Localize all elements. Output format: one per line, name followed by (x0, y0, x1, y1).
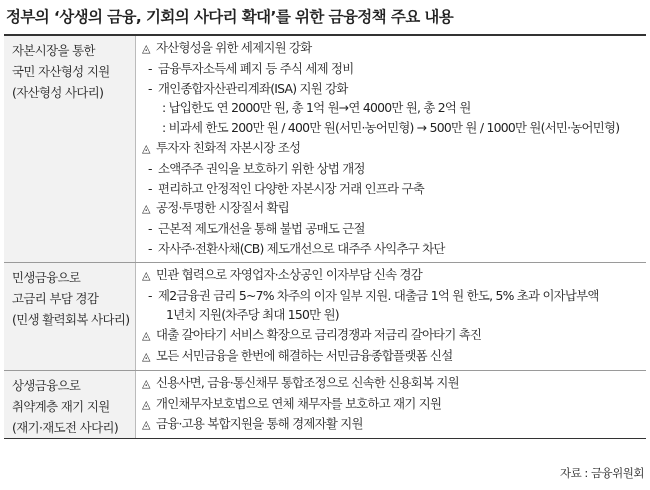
item-text: 자사주·전환사채(CB) 제도개선으로 대주주 사익추구 차단 (158, 240, 445, 256)
item-text: 금융투자소득세 폐지 등 주식 세제 정비 (158, 60, 354, 76)
triangle-marker-icon: ◬ (142, 202, 150, 216)
items-cell (136, 263, 646, 370)
policy-heading (142, 265, 646, 286)
dash-marker: - (148, 287, 152, 303)
item-text: 1년치 지원(차주당 최대 150만 원) (166, 307, 339, 323)
item-text: 편리하고 안정적인 다양한 자본시장 거래 인프라 구축 (158, 180, 424, 196)
policy-detail (142, 98, 646, 118)
policy-heading (142, 394, 646, 415)
dash-marker: - (148, 221, 152, 237)
items-cell (136, 36, 646, 262)
policy-heading (142, 346, 646, 367)
dash-marker: - (148, 60, 152, 76)
policy-heading (142, 373, 646, 394)
category-label: 고금리 부담 경감 (12, 290, 99, 306)
policy-detail (142, 239, 646, 259)
item-text: 신용사면, 금융·통신채무 통합조정으로 신속한 신용회복 지원 (156, 374, 459, 390)
policy-heading (142, 138, 646, 159)
policy-section (4, 371, 646, 438)
policy-heading (142, 198, 646, 219)
policy-table (4, 34, 646, 439)
policy-detail (142, 179, 646, 199)
category-cell (4, 263, 136, 370)
policy-heading (142, 325, 646, 346)
item-text: 자산형성을 위한 세제지원 강화 (156, 40, 312, 55)
item-text: 제2금융권 금리 5~7% 차주의 이자 일부 지원. 대출금 1억 원 한도, 5% 초과 이자납부액 (158, 287, 599, 303)
category-cell (4, 36, 136, 262)
dash-marker: - (148, 240, 152, 256)
triangle-marker-icon: ◬ (142, 418, 150, 432)
source-note: 자료 : 금융위원회 (560, 466, 644, 480)
category-label: 민생금융으로 (12, 269, 81, 285)
category-label: (민생 활력회복 사다리) (12, 311, 130, 327)
item-text: 개인종합자산관리계좌(ISA) 지원 강화 (158, 80, 348, 96)
item-text: 금융·고용 복합지원을 통해 경제자활 지원 (156, 416, 363, 432)
policy-detail (142, 79, 646, 99)
category-label: 국민 자산형성 지원 (12, 64, 110, 79)
items-cell (136, 371, 646, 438)
item-text: 소액주주 권익을 보호하기 위한 상법 개정 (158, 160, 365, 176)
item-text: 대출 갈아타기 서비스 확장으로 금리경쟁과 저금리 갈아타기 촉진 (156, 327, 482, 343)
category-label: 취약계층 재기 지원 (12, 398, 110, 414)
category-cell (4, 371, 136, 438)
triangle-marker-icon: ◬ (142, 397, 150, 411)
policy-detail (142, 305, 646, 325)
triangle-marker-icon: ◬ (142, 349, 150, 363)
item-text: 개인채무자보호법으로 연체 채무자를 보호하고 재기 지원 (156, 395, 442, 411)
item-text: 공정·투명한 시장질서 확립 (156, 200, 289, 216)
item-text: : 납입한도 연 2000만 원, 총 1억 원→연 4000만 원, 총 2억 원 (162, 100, 471, 116)
page-title: 정부의 ‘상생의 금융, 기회의 사다리 확대’를 위한 금융정책 주요 내용 (6, 8, 454, 26)
policy-heading (142, 414, 646, 435)
item-text: 모든 서민금융을 한번에 해결하는 서민금융종합플랫폼 신설 (156, 347, 453, 363)
item-text: : 비과세 한도 200만 원 / 400만 원(서민·농어민형) → 500만 원 / 1000만 원(서민·농어민형) (162, 120, 620, 136)
policy-heading (142, 38, 646, 59)
policy-section (4, 263, 646, 371)
policy-detail (142, 286, 646, 306)
policy-detail (142, 159, 646, 179)
item-text: 근본적 제도개선을 통해 불법 공매도 근절 (158, 221, 365, 237)
policy-detail (142, 118, 646, 138)
triangle-marker-icon: ◬ (142, 329, 150, 343)
category-label: (자산형성 사다리) (12, 85, 104, 100)
policy-section (4, 36, 646, 263)
policy-detail (142, 219, 646, 239)
triangle-marker-icon: ◬ (142, 141, 150, 155)
category-label: 상생금융으로 (12, 377, 81, 393)
item-text: 투자자 친화적 자본시장 조성 (156, 139, 301, 155)
dash-marker: - (148, 80, 152, 96)
triangle-marker-icon: ◬ (142, 268, 150, 282)
dash-marker: - (148, 160, 152, 176)
category-label: (재기·재도전 사다리) (12, 419, 119, 435)
dash-marker: - (148, 180, 152, 196)
triangle-marker-icon: ◬ (142, 376, 150, 390)
item-text: 민관 협력으로 자영업자·소상공인 이자부담 신속 경감 (156, 266, 422, 282)
category-label: 자본시장을 통한 (12, 43, 95, 58)
policy-detail (142, 59, 646, 79)
triangle-marker-icon: ◬ (142, 42, 150, 55)
